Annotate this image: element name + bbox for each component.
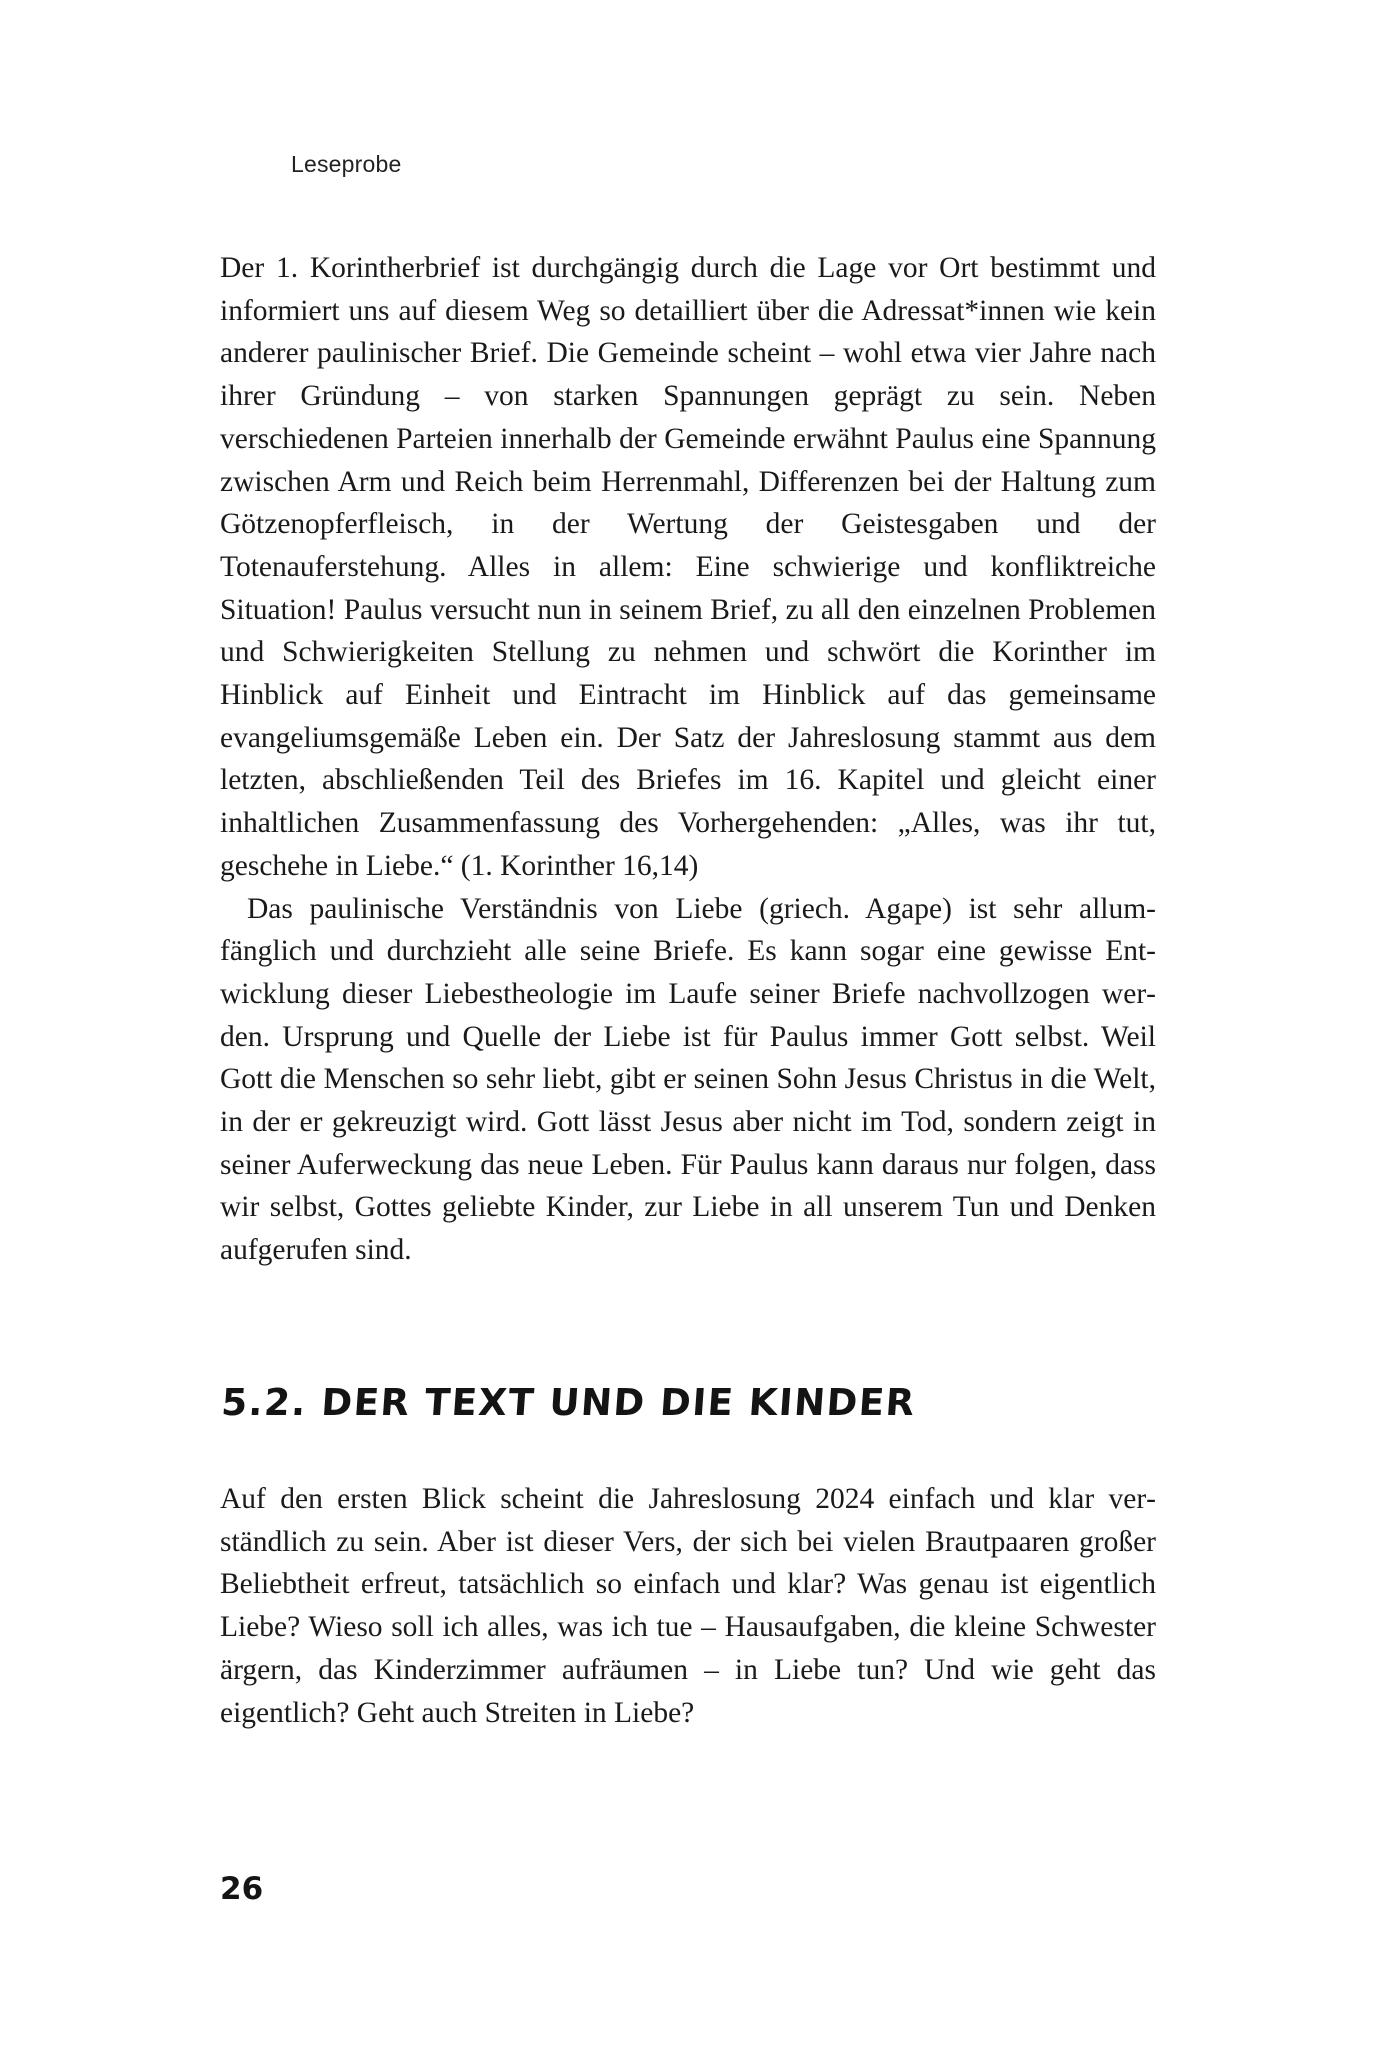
running-head: Leseprobe [291, 151, 402, 177]
paragraph: Auf den ersten Blick scheint die Jahreslosung 2024 einfach und klar verständlich zu sein. Aber ist dieser Vers, der sich bei vielen Brautpaaren großer Beliebtheit erfreut, tatsächlich so einfach und klar? Was genau ist eigentlich Liebe? Wieso soll ich alles, was ich tue – Hausaufgaben, die kleine Schwester ärgern, das Kinderzimmer aufräumen – in Liebe tun? Und wie geht das eigentlich? Geht auch Streiten in Liebe? [220, 1483, 1156, 1729]
body-text-section-2 [220, 1478, 1156, 1734]
page-number: 26 [220, 1871, 264, 1907]
section-heading: 5.2. DER TEXT UND DIE KINDER [220, 1381, 918, 1424]
paragraph: Der 1. Korintherbrief ist durchgängig durch die Lage vor Ort bestimmt und informiert uns auf diesem Weg so detailliert über die Adressat*innen wie kein anderer paulinischer Brief. Die Gemeinde scheint – wohl etwa vier Jahre nach ihrer Gründung – von starken Spannungen geprägt zu sein. Neben verschiedenen Parteien innerhalb der Gemeinde erwähnt Paulus eine Spannung zwischen Arm und Reich beim Herrenmahl, Differenzen bei der Haltung zum Götzenopferfleisch, in der Wertung der Geistesgaben und der Totenauferstehung. Alles in allem: Eine schwierige und konfliktreiche Situation! Paulus versucht nun in seinem Brief, zu all den einzelnen Problemen und Schwierigkeiten Stellung zu nehmen und schwört die Korinther im Hinblick auf Einheit und Eintracht im Hinblick auf das gemeinsame evangeliumsgemäße Leben ein. Der Satz der Jahreslosung stammt aus dem letzten, abschließenden Teil des Briefes im 16. Kapitel und gleicht einer inhaltlichen Zusammenfassung des Vorhergehenden: „Alles, was ihr tut, geschehe in Liebe.“ (1. Korinther 16,14) [220, 252, 1156, 882]
paragraph: Das paulinische Verständnis von Liebe (griech. Agape) ist sehr allumfänglich und durchzieht alle seine Briefe. Es kann sogar eine gewisse Entwicklung dieser Liebestheologie im Laufe seiner Briefe nachvollzogen werden. Ursprung und Quelle der Liebe ist für Paulus immer Gott selbst. Weil Gott die Menschen so sehr liebt, gibt er seinen Sohn Jesus Christus in die Welt, in der er gekreuzigt wird. Gott lässt Jesus aber nicht im Tod, sondern zeigt in seiner Auferweckung das neue Leben. Für Paulus kann daraus nur folgen, dass wir selbst, Gottes geliebte Kinder, zur Liebe in all unserem Tun und Denken aufgerufen sind. [220, 892, 1156, 1267]
body-text-section-1 [220, 247, 1156, 1272]
